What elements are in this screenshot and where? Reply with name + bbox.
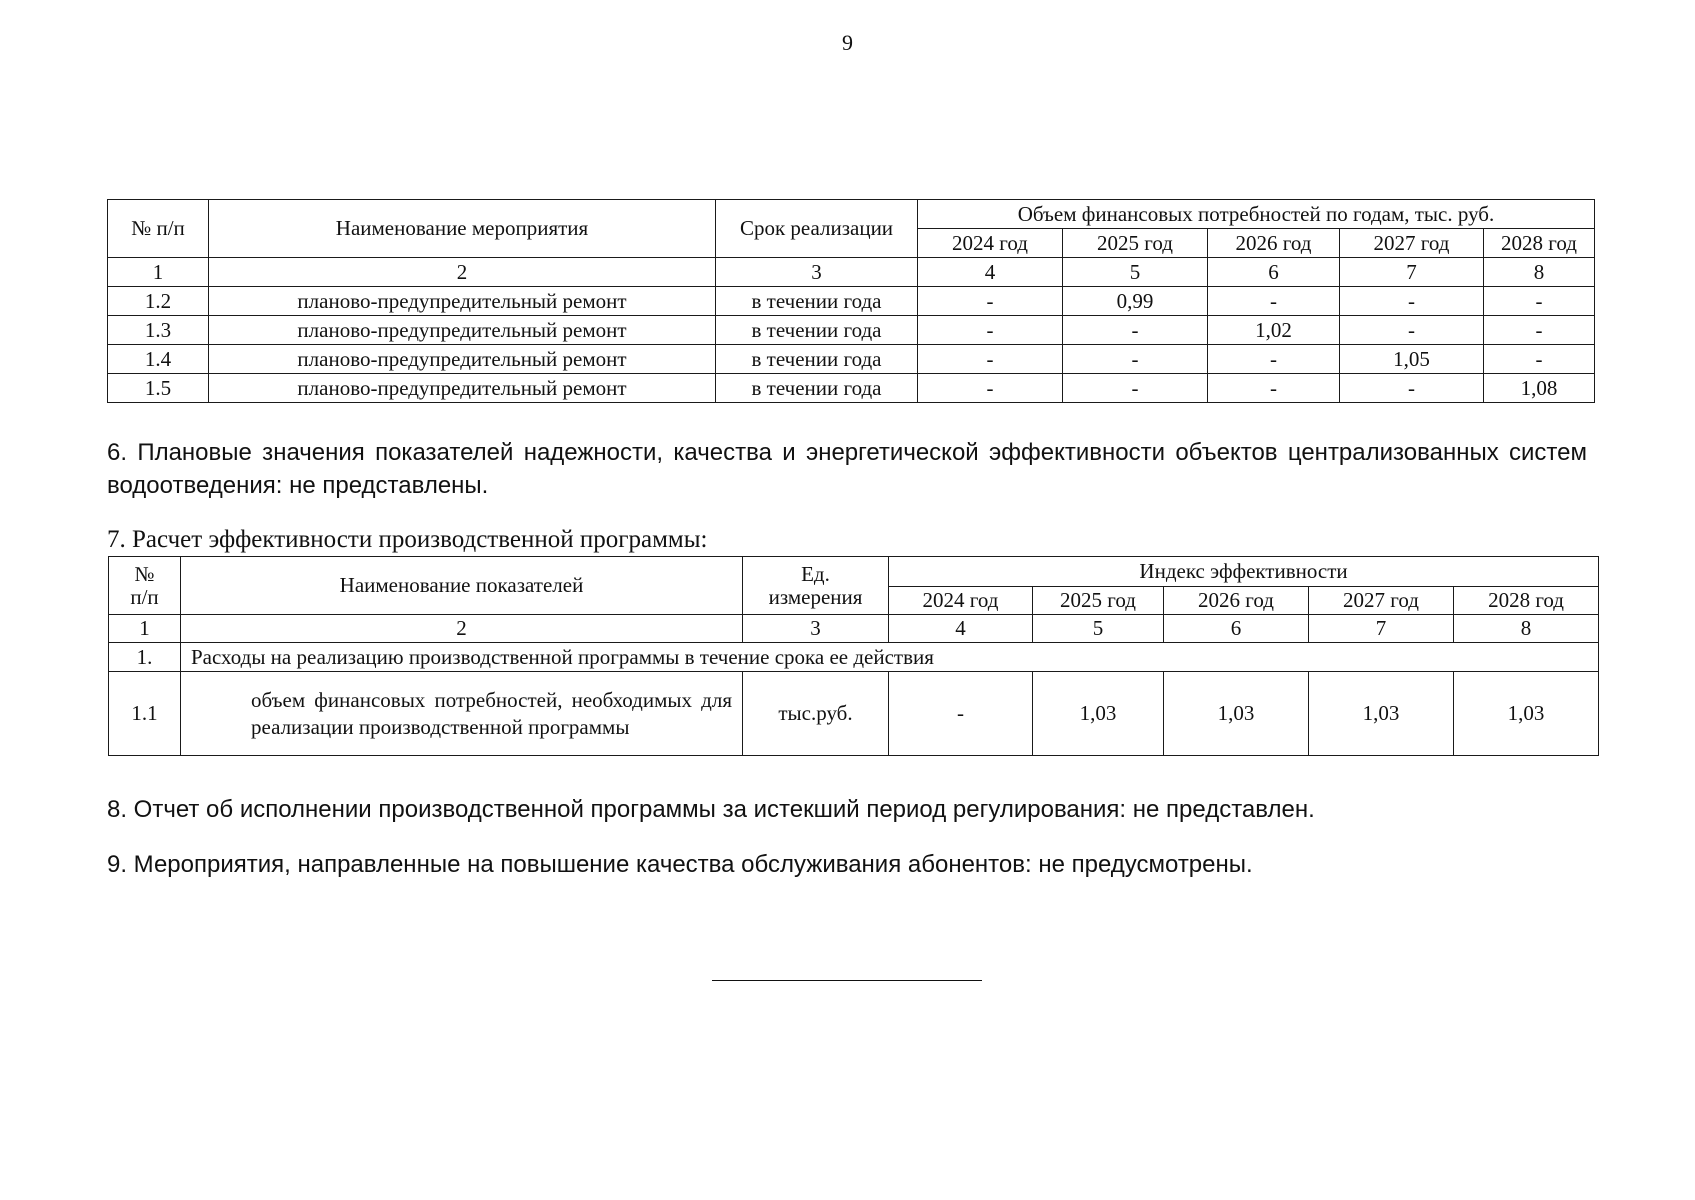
header-year: 2028 год	[1484, 229, 1595, 258]
row-num: 1.3	[108, 316, 209, 345]
row-value: -	[1063, 374, 1208, 403]
header-year: 2024 год	[918, 229, 1063, 258]
header-year: 2027 год	[1340, 229, 1484, 258]
table-row	[108, 345, 1595, 374]
row-value: -	[918, 316, 1063, 345]
row-value: 1,08	[1484, 374, 1595, 403]
section-num: 1.	[109, 643, 181, 672]
footer-divider	[712, 980, 982, 981]
row-num: 1.1	[109, 672, 181, 756]
header-name: Наименование мероприятия	[209, 200, 716, 258]
table-row	[108, 287, 1595, 316]
header-unit	[743, 557, 889, 615]
row-value: -	[918, 374, 1063, 403]
header-num: № п/п	[108, 200, 209, 258]
column-index: 3	[743, 615, 889, 643]
header-year: 2028 год	[1454, 587, 1599, 615]
row-value: 1,03	[1033, 672, 1164, 756]
page-number: 9	[842, 30, 853, 55]
table-row	[108, 374, 1595, 403]
row-value: -	[1063, 316, 1208, 345]
paragraph-program-report: 8. Отчет об исполнении производственной программы за истекший период регулирования: не представлен.	[107, 796, 1315, 823]
header-year: 2024 год	[889, 587, 1033, 615]
row-value: -	[1208, 374, 1340, 403]
column-index: 7	[1309, 615, 1454, 643]
header-term: Срок реализации	[716, 200, 918, 258]
table-row	[109, 672, 1599, 756]
header-index: Индекс эффективности	[889, 557, 1599, 587]
row-value: -	[1484, 316, 1595, 345]
section-title: Расходы на реализацию производственной программы в течение срока ее действия	[181, 643, 1599, 672]
column-index: 3	[716, 258, 918, 287]
row-name: планово-предупредительный ремонт	[209, 316, 716, 345]
column-index: 6	[1208, 258, 1340, 287]
column-index: 7	[1340, 258, 1484, 287]
header-num-line2: п/п	[130, 584, 159, 609]
row-value: -	[1208, 287, 1340, 316]
column-index: 1	[108, 258, 209, 287]
row-value: -	[1340, 316, 1484, 345]
header-year: 2027 год	[1309, 587, 1454, 615]
column-index-row	[108, 258, 1595, 287]
column-index: 4	[918, 258, 1063, 287]
row-name: планово-предупредительный ремонт	[209, 374, 716, 403]
row-value: 1,02	[1208, 316, 1340, 345]
efficiency-index-table	[108, 556, 1599, 756]
column-index: 4	[889, 615, 1033, 643]
row-term: в течении года	[716, 345, 918, 374]
row-value: 0,99	[1063, 287, 1208, 316]
column-index: 8	[1454, 615, 1599, 643]
row-value: -	[1484, 345, 1595, 374]
column-index: 5	[1063, 258, 1208, 287]
row-value: 1,03	[1309, 672, 1454, 756]
row-name: объем финансовых потребностей, необходимых для реализации производственной программы	[181, 672, 743, 756]
row-num: 1.4	[108, 345, 209, 374]
row-value: -	[1340, 287, 1484, 316]
row-value: -	[889, 672, 1033, 756]
header-num-line1: №	[134, 562, 155, 587]
paragraph-service-quality: 9. Мероприятия, направленные на повышение качества обслуживания абонентов: не предусмотрены.	[107, 851, 1253, 878]
row-name: планово-предупредительный ремонт	[209, 287, 716, 316]
row-value: 1,03	[1454, 672, 1599, 756]
row-value: -	[1208, 345, 1340, 374]
header-year: 2026 год	[1164, 587, 1309, 615]
paragraph-reliability-indicators: 6. Плановые значения показателей надежности, качества и энергетической эффективности объектов централизованных систем водоотведения: не представлены.	[107, 439, 1587, 499]
column-index-row	[109, 615, 1599, 643]
row-term: в течении года	[716, 374, 918, 403]
header-name: Наименование показателей	[181, 557, 743, 615]
header-unit-line1: Ед.	[801, 562, 830, 587]
row-value: -	[1484, 287, 1595, 316]
header-unit-line2: измерения	[768, 584, 863, 609]
row-value: -	[1063, 345, 1208, 374]
row-name: планово-предупредительный ремонт	[209, 345, 716, 374]
column-index: 5	[1033, 615, 1164, 643]
row-term: в течении года	[716, 287, 918, 316]
header-num	[109, 557, 181, 615]
row-unit: тыс.руб.	[743, 672, 889, 756]
row-num: 1.5	[108, 374, 209, 403]
header-year: 2026 год	[1208, 229, 1340, 258]
header-year: 2025 год	[1033, 587, 1164, 615]
row-value: -	[918, 345, 1063, 374]
column-index: 6	[1164, 615, 1309, 643]
financial-needs-table	[107, 199, 1595, 403]
table-row	[108, 316, 1595, 345]
header-volume: Объем финансовых потребностей по годам, тыс. руб.	[918, 200, 1595, 229]
column-index: 2	[209, 258, 716, 287]
column-index: 1	[109, 615, 181, 643]
row-value: -	[1340, 374, 1484, 403]
header-year: 2025 год	[1063, 229, 1208, 258]
paragraph-efficiency-calculation: 7. Расчет эффективности производственной программы:	[107, 526, 708, 553]
row-value: -	[918, 287, 1063, 316]
column-index: 8	[1484, 258, 1595, 287]
section-row	[109, 643, 1599, 672]
row-num: 1.2	[108, 287, 209, 316]
column-index: 2	[181, 615, 743, 643]
row-value: 1,05	[1340, 345, 1484, 374]
row-term: в течении года	[716, 316, 918, 345]
row-value: 1,03	[1164, 672, 1309, 756]
